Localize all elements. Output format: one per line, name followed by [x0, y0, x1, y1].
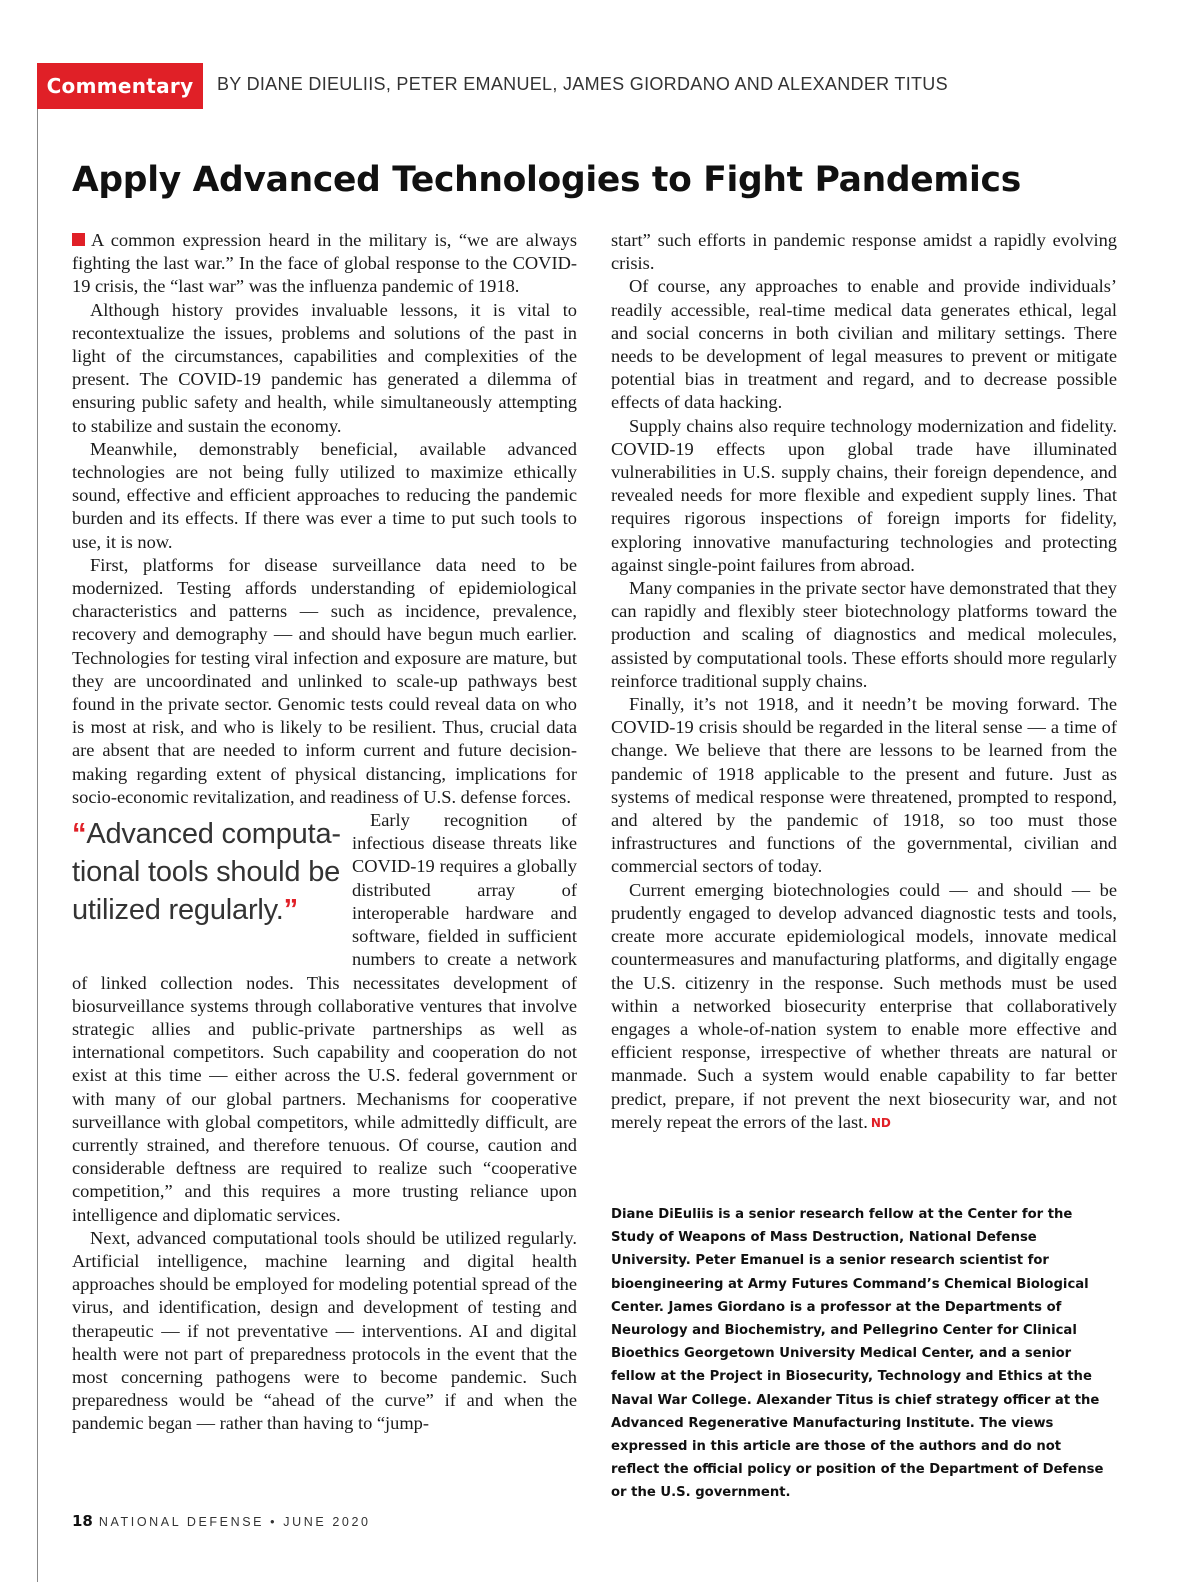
paragraph: Next, advanced computational tools should be utilized regularly. Artificial intelligence, machine learning and digital health approaches should be employed for modeling potential spread of the virus, and identification, design and development of testing and therapeutic — if not preventative — interventions. AI and digital health were not part of preparedness protocols in the event that the most concerning pathogens were to become pandemic. Such preparedness would be “ahead of the curve” if and when the pandemic began — rather than having to “jump- — [72, 1227, 577, 1434]
paragraph: Supply chains also require technology modernization and fidelity. COVID-19 effects upon global trade have illuminated vulnerabilities in U.S. supply chains, their foreign dependence, and revealed needs for more flexible and expedient supply lines. That requires rigorous inspections of foreign imports for fidelity, exploring innovative manufacturing technologies and protecting against single-point failures from abroad. — [611, 415, 1117, 575]
paragraph: start” such efforts in pandemic response amidst a rapidly evolving crisis. — [611, 230, 1117, 274]
left-margin-rule — [37, 108, 38, 1582]
red-square-icon — [72, 233, 85, 246]
author-bio: Diane DiEuliis is a senior research fellow at the Center for the Study of Weapons of Mass Destruction, National Defense University. Peter Emanuel is a senior research scientist for bioengineering at Army Futures Command’s Chemical Biological Center. James Giordano is a professor at the Departments of Neurology and Biochemistry, and Pellegrino Center for Clinical Bioethics Georgetown University Medical Center, and a senior fellow at the Project in Biosecurity, Technology and Ethics at the Naval War College. Alexander Titus is chief strategy officer at the Advanced Regenerative Manufacturing Institute. The views expressed in this article are those of the authors and do not reflect the official policy or position of the Department of Defense or the U.S. government. — [611, 1207, 1104, 1501]
paragraph: Early recognition of infectious disease threats like COVID-19 requires a globally distributed array of interoperable hardware and software, fielded in sufficient numbers to create a network of linked collection nodes. This necessitates development of biosurveillance systems through collaborative ventures that involve strategic allies and public-private partnerships as well as international competitors. Such capability and cooperation do not exist at this time — either across the U.S. federal government or with many of our global partners. Mechanisms for cooperative surveillance with global competitors, while admittedly difficult, are currently strained, and therefore tenuous. Of course, caution and considerable deftness are required to realize such “cooperative competition,” and this requires a more trusting reliance upon intelligence and diplomatic services. — [72, 810, 577, 1225]
paragraph: Meanwhile, demonstrably beneficial, available advanced technologies are not being fully utilized to maximize ethically sound, effective and efficient approaches to reducing the pandemic burden and its effects. If there was ever a time to put such tools to use, it is now. — [72, 438, 577, 552]
section-label: Commentary — [37, 63, 203, 109]
pull-quote — [72, 815, 342, 960]
publication-info: NATIONAL DEFENSE • JUNE 2020 — [98, 1515, 371, 1529]
left-column — [72, 229, 577, 1436]
open-quote-mark: “ — [72, 818, 87, 851]
paragraph: Although history provides invaluable lessons, it is vital to recontextualize the issues, problems and solutions of the past in light of the circumstances, capabilities and complexities of the present. The COVID-19 pandemic has generated a dilemma of ensuring public safety and health, while simultaneously attempting to stabilize and sustain the economy. — [72, 299, 577, 436]
paragraph: Current emerging biotechnologies could — and should — be prudently engaged to develop advanced diagnostic tests and tools, create more accurate epidemiological models, innovate medical countermeasures and manufacturing platforms, and digitally engage the U.S. citizenry in the response. Such methods must be used within a networked biosecurity enterprise that collaboratively engages a whole-of-nation system to enable more effective and efficient response, irrespective of whether threats are natural or manmade. Such a system would enable capability to far better predict, prepare, if not prevent the next biosecurity war, and not merely repeat the errors of the last. ND — [611, 879, 1117, 1132]
pull-quote-text: Advanced computa-tional tools should be utilized regularly. — [72, 818, 341, 927]
page-footer — [72, 1512, 371, 1530]
close-quote-mark: ” — [283, 894, 298, 927]
paragraph: A common expression heard in the military is, “we are always fighting the last war.” In the face of global response to the COVID-19 crisis, the “last war” was the influenza pandemic of 1918. — [72, 230, 577, 297]
paragraph: Many companies in the private sector have demonstrated that they can rapidly and flexibly steer biotechnology platforms toward the production and scaling of diagnostics and medical molecules, assisted by computational tools. These efforts should more regularly reinforce traditional supply chains. — [611, 578, 1117, 691]
end-mark: ND — [870, 1115, 891, 1130]
paragraph: Of course, any approaches to enable and provide individuals’ readily accessible, real-time medical data generates ethical, legal and social concerns in both civilian and military settings. There needs to be development of legal measures to prevent or mitigate potential bias in treatment and regard, and to decrease possible effects of data hacking. — [611, 276, 1117, 413]
article-title: Apply Advanced Technologies to Fight Pandemics — [72, 160, 1021, 200]
paragraph: First, platforms for disease surveillance data need to be modernized. Testing affords understanding of epidemiological characteristics and patterns — such as incidence, prevalence, recovery and demography — and should have begun much earlier. Technologies for testing viral infection and exposure are mature, but they are uncoordinated and unlinked to scale-up pathways best found in the private sector. Genomic tests could reveal data on who is most at risk, and who is likely to be resilient. Thus, crucial data are absent that are needed to inform current and future decision-making regarding extent of physical distancing, implications for socio-economic revitalization, and readiness of U.S. defense forces. — [72, 554, 577, 807]
page-number: 18 — [72, 1512, 93, 1530]
paragraph: Finally, it’s not 1918, and it needn’t be moving forward. The COVID-19 crisis should be regarded in the literal sense — a time of change. We believe that there are lessons to be learned from the pandemic of 1918 applicable to the present and future. Just as systems of medical response were threatened, prompted to respond, and altered by the pandemic of 1918, so too must those infrastructures and functions of the governmental, civilian and commercial sectors of today. — [611, 694, 1117, 877]
right-column — [611, 229, 1117, 1135]
byline: BY DIANE DIEULIIS, PETER EMANUEL, JAMES GIORDANO AND ALEXANDER TITUS — [217, 74, 948, 94]
